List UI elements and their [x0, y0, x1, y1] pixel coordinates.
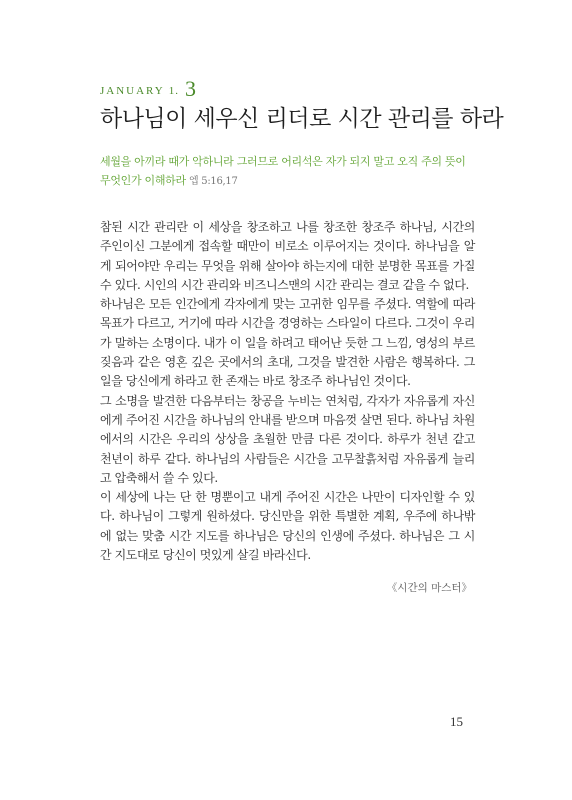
- paragraph-2: 하나님은 모든 인간에게 각자에게 맞는 고귀한 임무를 주셨다. 역할에 따라 목표가 다르고, 거기에 따라 시간을 경영하는 스타일이 다르다. 그것이 우리가 말하는 소명이다. 내가 이 일을 하려고 태어난 듯한 그 느낌, 영성의 부르짖음과 같은 영혼 깊은 곳에서의 초대, 그것을 발견한 사람은 행복하다. 그 일을 당신에게 하라고 한 존재는 바로 창조주 하나님인 것이다.: [100, 297, 475, 389]
- page-title: 하나님이 세우신 리더로 시간 관리를 하라: [100, 106, 504, 132]
- scripture-verse: [100, 152, 475, 191]
- paragraph-4: 이 세상에 나는 단 한 명뿐이고 내게 주어진 시간은 나만이 디자인할 수 있다. 하나님이 그렇게 원하셨다. 당신만을 위한 특별한 계획, 우주에 하나밖에 없는 맞춤 시간 지도를 하나님은 당신의 인생에 주셨다. 하나님은 그 시간 지도대로 당신이 멋있게 살길 바라신다.: [100, 490, 475, 563]
- date-day: 1.: [168, 85, 179, 97]
- verse-text: 세월을 아끼라 때가 악하니라 그러므로 어리석은 자가 되지 말고 오직 주의 뜻이 무엇인가 이해하라: [100, 155, 466, 187]
- page-number: 15: [450, 714, 463, 729]
- date-month: JANUARY: [100, 85, 165, 97]
- date-heading: [100, 76, 196, 102]
- source-citation: 《시간의 마스터》: [386, 582, 472, 594]
- entry-number: 3: [184, 76, 196, 101]
- verse-reference: 엡 5:16,17: [189, 176, 238, 187]
- devotional-body: [100, 218, 475, 565]
- paragraph-3: 그 소명을 발견한 다음부터는 창공을 누비는 연처럼, 각자가 자유롭게 자신에게 주어진 시간을 하나님의 안내를 받으며 마음껏 살면 된다. 하나님 차원에서의 시간은 우리의 상상을 초월한 만큼 다른 것이다. 하루가 천년 같고 천년이 하루 같다. 하나님의 사람들은 시간을 고무찰흙처럼 자유롭게 늘리고 압축해서 쓸 수 있다.: [100, 393, 475, 485]
- paragraph-1: 참된 시간 관리란 이 세상을 창조하고 나를 창조한 창조주 하나님, 시간의 주인이신 그분에게 접속할 때만이 비로소 이루어지는 것이다. 하나님을 알게 되어야만 우리는 무엇을 위해 살아야 하는지에 대한 분명한 목표를 가질 수 있다. 시인의 시간 관리와 비즈니스맨의 시간 관리는 결코 같을 수 없다.: [100, 220, 475, 292]
